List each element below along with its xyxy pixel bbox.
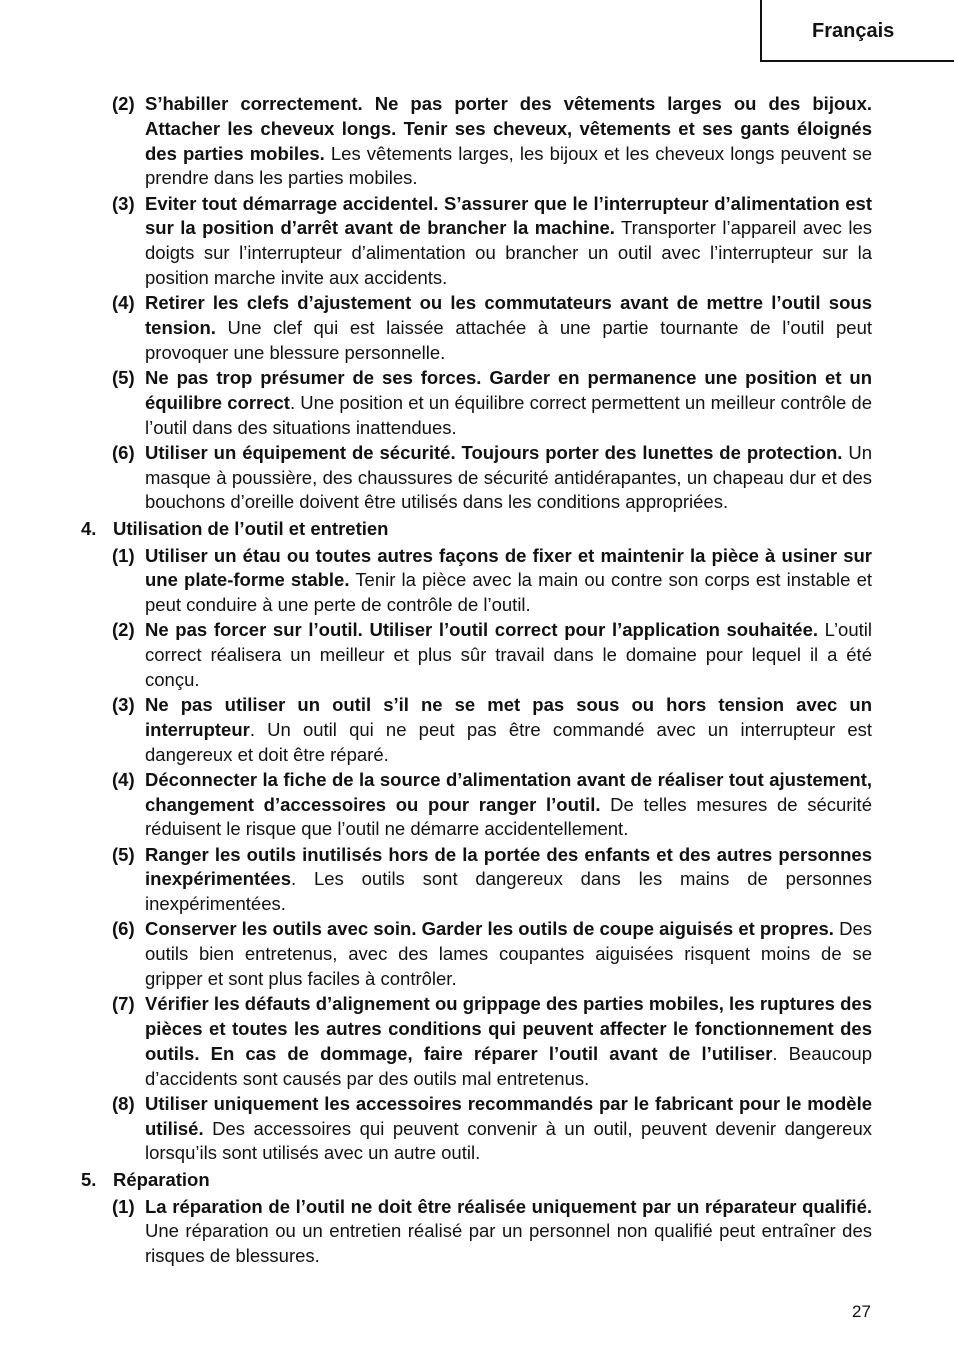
item-number: (4) bbox=[112, 292, 135, 314]
item-text: . Une position et un équilibre correct permettent un meilleur contrôle de l’outil dans des situations inattendues. bbox=[145, 391, 873, 438]
item-text: L’outil correct réalisera un meilleur et plus sûr travail dans le domaine pour lequel il a été conçu. bbox=[145, 619, 872, 690]
item-number: (4) bbox=[112, 768, 135, 790]
item-number: (1) bbox=[112, 544, 135, 566]
section-heading bbox=[0, 517, 872, 542]
item-text: Des accessoires qui peuvent convenir à un outil, peuvent devenir dangereux lorsqu’ils sont utilisés avec un autre outil. bbox=[145, 1117, 872, 1164]
list-item bbox=[0, 843, 872, 917]
item-emphasis: Utiliser un équipement de sécurité. Toujours porter des lunettes de protection. bbox=[145, 441, 843, 463]
item-emphasis: Ne pas utiliser un outil s’il ne se met pas sous ou hors tension avec un interrupteur bbox=[145, 694, 872, 740]
item-text: . Les outils sont dangereux dans les mains de personnes inexpérimentées. bbox=[145, 868, 872, 915]
item-emphasis: Conserver les outils avec soin. Garder les outils de coupe aiguisés et propres. bbox=[145, 918, 834, 940]
item-text: Une clef qui est laissée attachée à une partie tournante de l’outil peut provoquer une blessure personnelle. bbox=[145, 316, 872, 363]
item-number: (5) bbox=[112, 366, 135, 388]
list-item bbox=[0, 992, 872, 1091]
item-number: (6) bbox=[112, 918, 135, 940]
list-item bbox=[0, 917, 872, 991]
item-emphasis: Utiliser un étau ou toutes autres façons de fixer et maintenir la pièce à usiner sur une plate-forme stable. bbox=[145, 544, 872, 591]
item-number: (8) bbox=[112, 1092, 135, 1114]
item-number: (1) bbox=[112, 1195, 135, 1217]
section-heading bbox=[0, 1168, 872, 1193]
section-number: 5. bbox=[81, 1169, 97, 1191]
list-item bbox=[0, 768, 872, 842]
item-emphasis: Ne pas trop présumer de ses forces. Garder en permanence une position et un équilibre correct bbox=[145, 366, 872, 413]
item-emphasis: S’habiller correctement. Ne pas porter des vêtements larges ou des bijoux. Attacher les cheveux longs. Tenir ses cheveux, vêtements et ses gants éloignés des parties mobiles. bbox=[145, 93, 872, 164]
item-emphasis: Utiliser uniquement les accessoires recommandés par le fabricant pour le modèle utilisé. bbox=[145, 1092, 872, 1139]
list-item bbox=[0, 92, 872, 191]
item-text: . Un outil qui ne peut pas être commandé avec un interrupteur est dangereux et doit être réparé. bbox=[145, 718, 872, 765]
item-emphasis: Ranger les outils inutilisés hors de la portée des enfants et des autres personnes inexpérimentées bbox=[145, 843, 872, 890]
item-emphasis: Retirer les clefs d’ajustement ou les commutateurs avant de mettre l’outil sous tension. bbox=[145, 292, 872, 338]
list-item bbox=[0, 366, 872, 440]
item-text: Des outils bien entretenus, avec des lames coupantes aiguisées risquent moins de se gripper et sont plus faciles à contrôler. bbox=[145, 918, 872, 989]
section-title: Utilisation de l’outil et entretien bbox=[113, 518, 389, 540]
item-emphasis: Ne pas forcer sur l’outil. Utiliser l’outil correct pour l’application souhaitée. bbox=[145, 619, 819, 641]
item-number: (6) bbox=[112, 441, 135, 463]
item-text: Transporter l’appareil avec les doigts sur l’interrupteur d’alimentation ou brancher un outil avec l’interrupteur sur la position marche invite aux accidents. bbox=[145, 217, 872, 288]
item-text: Tenir la pièce avec la main ou contre son corps est instable et peut conduire à une perte de contrôle de l’outil. bbox=[145, 569, 872, 616]
item-number: (3) bbox=[112, 694, 135, 716]
item-number: (2) bbox=[112, 93, 135, 114]
item-emphasis: Vérifier les défauts d’alignement ou grippage des parties mobiles, les ruptures des pièces et toutes les autres conditions qui peuvent affecter le fonctionnement des outils. En cas de dommage, faire réparer l’outil avant de l’utiliser bbox=[145, 993, 872, 1064]
item-emphasis: Déconnecter la fiche de la source d’alimentation avant de réaliser tout ajustement, changement d’accessoires ou pour ranger l’outil. bbox=[145, 768, 872, 815]
list-item bbox=[0, 693, 872, 767]
item-text: De telles mesures de sécurité réduisent le risque que l’outil ne démarre accidentellement. bbox=[145, 793, 872, 840]
item-number: (5) bbox=[112, 843, 135, 865]
item-text: Une réparation ou un entretien réalisé par un personnel non qualifié peut entraîner des risques de blessures. bbox=[145, 1220, 872, 1267]
list-item bbox=[0, 618, 872, 692]
section-number: 4. bbox=[81, 518, 97, 540]
item-text: . Beaucoup d’accidents sont causés par des outils mal entretenus. bbox=[145, 1042, 872, 1089]
item-emphasis: Eviter tout démarrage accidentel. S’assurer que le l’interrupteur d’alimentation est sur la position d’arrêt avant de brancher la machine. bbox=[145, 192, 872, 239]
item-emphasis: La réparation de l’outil ne doit être réalisée uniquement par un réparateur qualifié. bbox=[145, 1195, 872, 1217]
list-item bbox=[0, 1092, 872, 1166]
item-text: Les vêtements larges, les bijoux et les cheveux longs peuvent se prendre dans les parties mobiles. bbox=[145, 142, 873, 189]
language-label: Français bbox=[812, 20, 895, 42]
list-item bbox=[0, 441, 872, 515]
section-title: Réparation bbox=[113, 1169, 210, 1191]
item-number: (3) bbox=[112, 192, 135, 214]
instructions-list bbox=[0, 92, 954, 1269]
item-number: (2) bbox=[112, 619, 135, 641]
page-number: 27 bbox=[852, 1302, 871, 1321]
list-item bbox=[0, 192, 872, 291]
list-item bbox=[0, 291, 872, 365]
list-item bbox=[0, 1195, 872, 1269]
item-number: (7) bbox=[112, 993, 135, 1015]
item-text: Un masque à poussière, des chaussures de sécurité antidérapantes, un chapeau dur et des bouchons d’oreille doivent être utilisés dans les conditions appropriées. bbox=[145, 441, 872, 513]
list-item bbox=[0, 544, 872, 618]
